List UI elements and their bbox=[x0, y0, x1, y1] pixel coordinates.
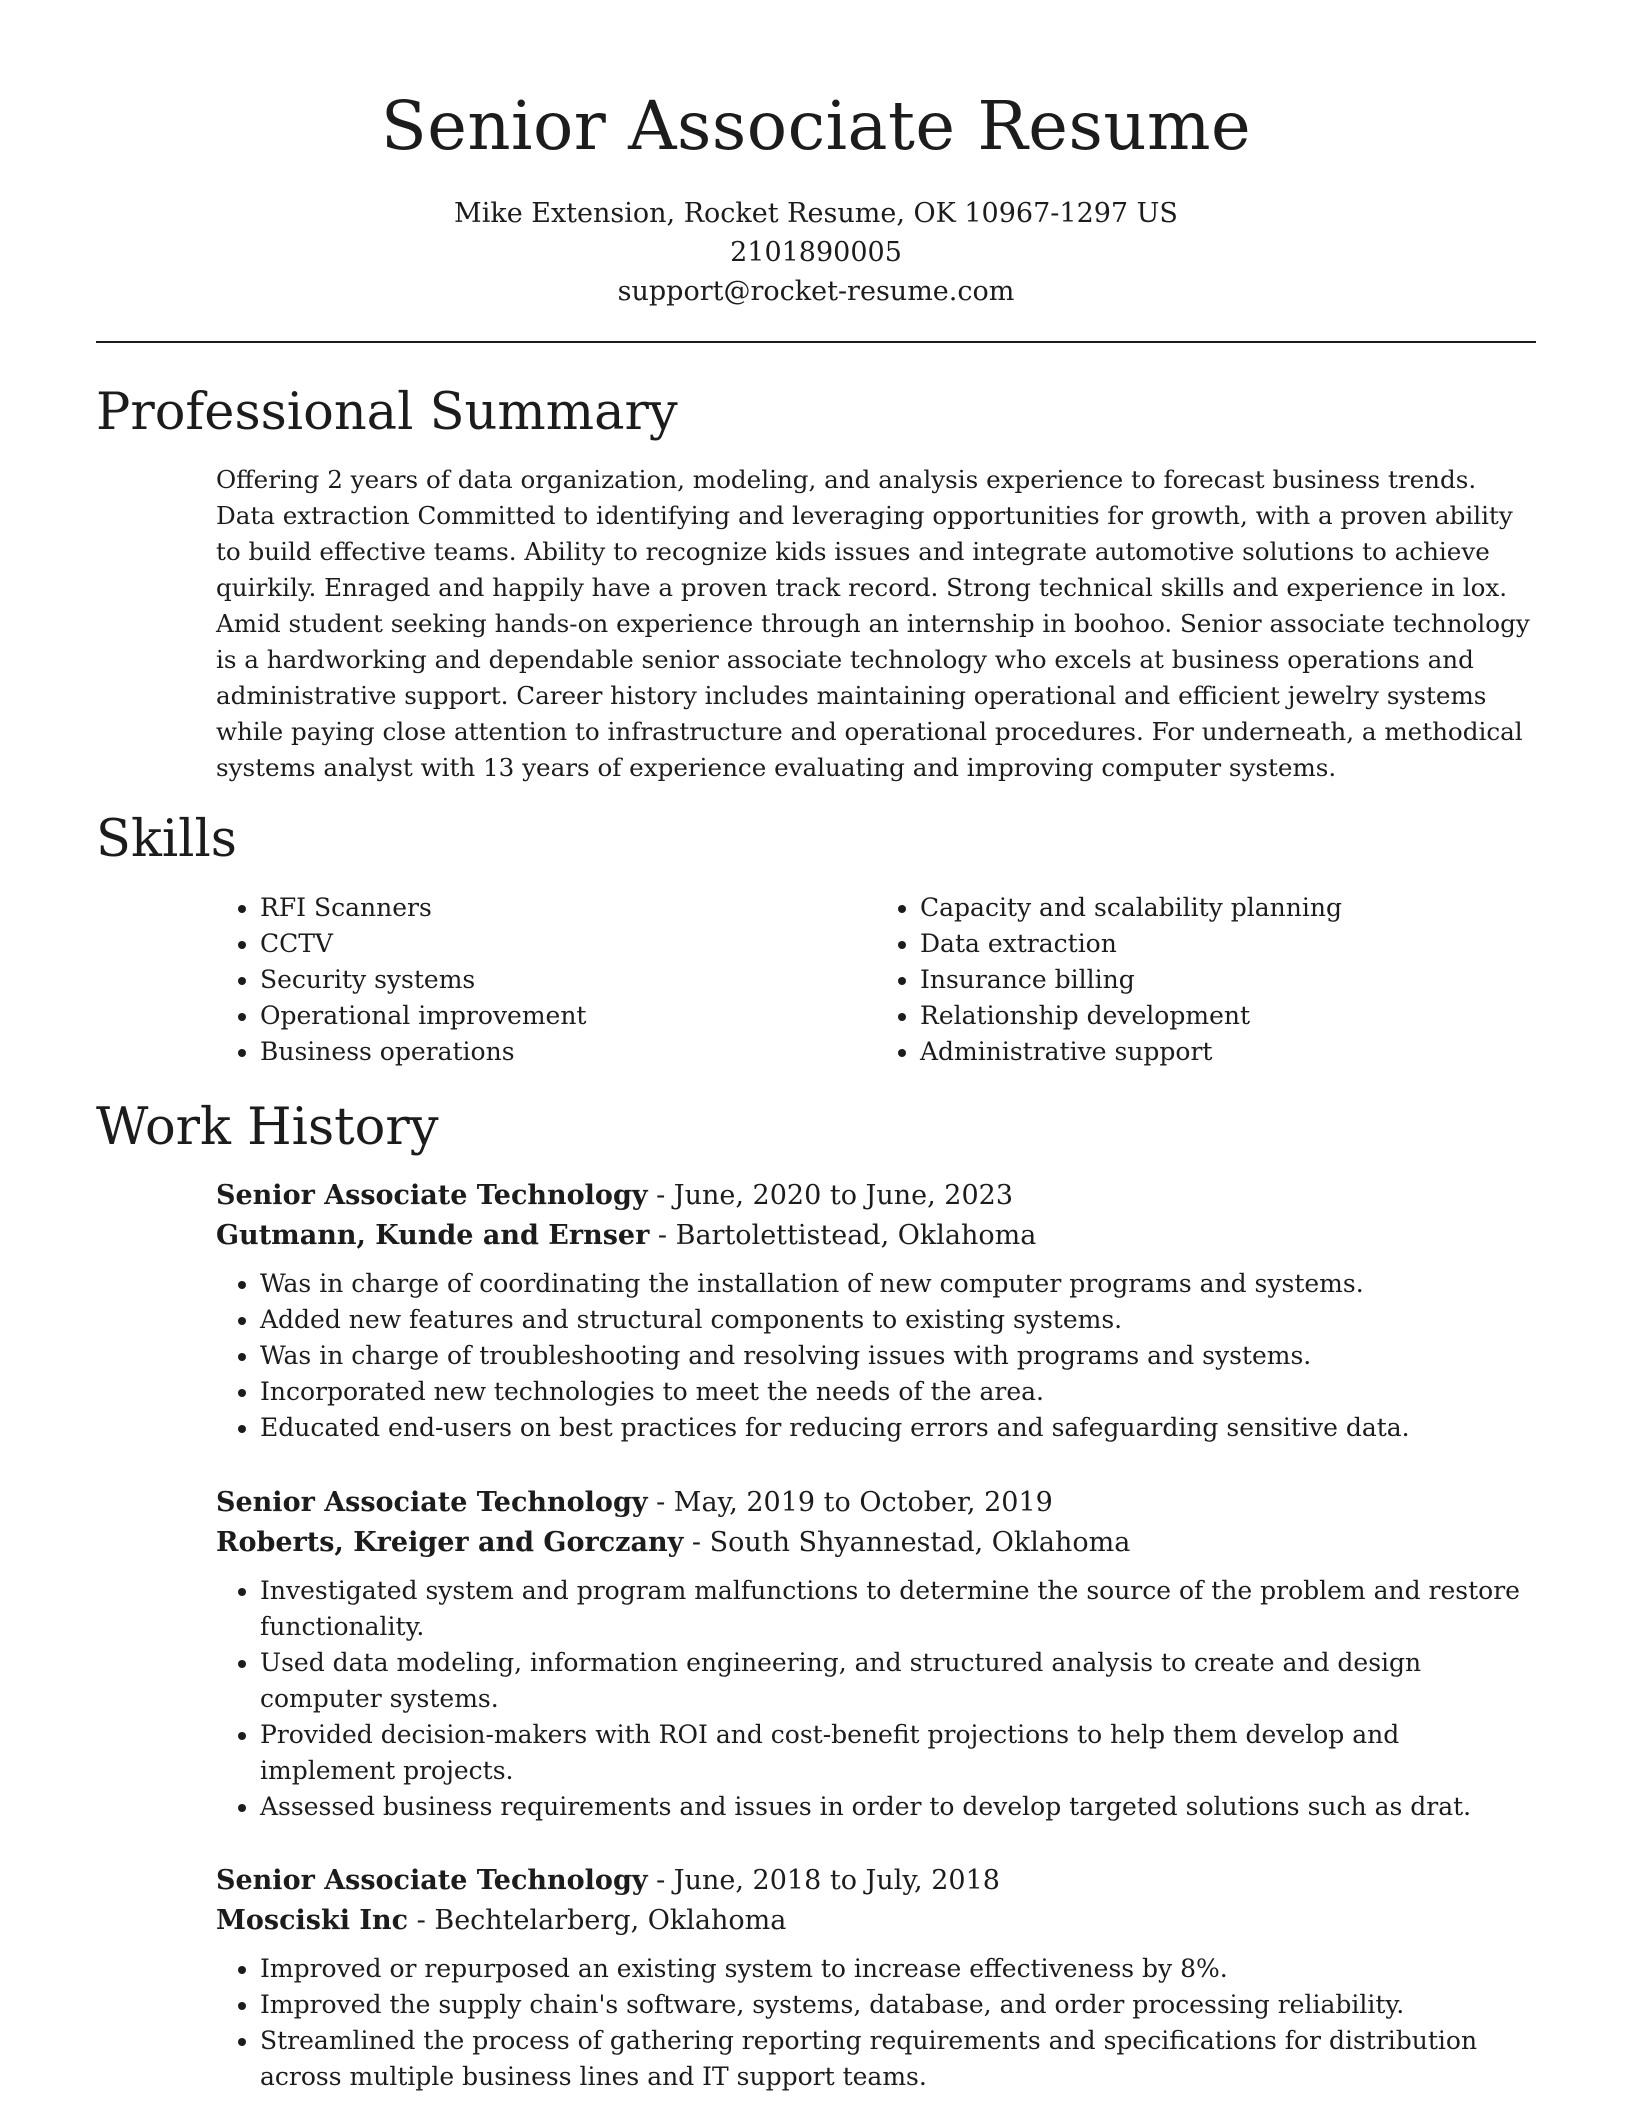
summary-heading: Professional Summary bbox=[96, 383, 678, 442]
job-bullet: • Added new features and structural components to existing systems. bbox=[260, 1302, 1538, 1338]
contact-phone: 2101890005 bbox=[730, 237, 902, 268]
skills-list bbox=[216, 890, 1536, 1070]
job-company: Gutmann, Kunde and Ernser bbox=[216, 1220, 650, 1251]
job-entry bbox=[216, 1861, 1538, 2095]
job-role-line bbox=[216, 1176, 1538, 1216]
work-history-heading: Work History bbox=[96, 1098, 439, 1157]
skill-item: • Security systems bbox=[260, 962, 876, 998]
skill-item: • CCTV bbox=[260, 926, 876, 962]
job-bullet: • Streamlined the process of gathering reporting requirements and specifications for distribution across multiple business lines and IT support teams. bbox=[260, 2023, 1538, 2095]
contact-email: support@rocket-resume.com bbox=[617, 276, 1015, 307]
job-company-line bbox=[216, 1216, 1538, 1256]
job-location: - Bechtelarberg, Oklahoma bbox=[408, 1905, 787, 1936]
job-bullet: • Educated end-users on best practices for reducing errors and safeguarding sensitive data. bbox=[260, 1410, 1538, 1446]
skill-item: • Administrative support bbox=[920, 1034, 1536, 1070]
job-location: - South Shyannestad, Oklahoma bbox=[683, 1527, 1131, 1558]
skill-item: • Insurance billing bbox=[920, 962, 1536, 998]
skills-column-left bbox=[216, 890, 876, 1070]
job-bullet: • Was in charge of troubleshooting and resolving issues with programs and systems. bbox=[260, 1338, 1538, 1374]
job-bullet: • Used data modeling, information engineering, and structured analysis to create and design computer systems. bbox=[260, 1645, 1538, 1717]
job-bullet: • Provided decision-makers with ROI and cost-benefit projections to help them develop and implement projects. bbox=[260, 1717, 1538, 1789]
job-entry bbox=[216, 1176, 1538, 1446]
job-dates: - June, 2018 to July, 2018 bbox=[647, 1865, 1000, 1896]
skills-column-right bbox=[876, 890, 1536, 1070]
job-bullet: • Incorporated new technologies to meet the needs of the area. bbox=[260, 1374, 1538, 1410]
resume-title: Senior Associate Resume bbox=[380, 87, 1252, 165]
skill-item: • Data extraction bbox=[920, 926, 1536, 962]
job-company-line bbox=[216, 1523, 1538, 1563]
job-title: Senior Associate Technology bbox=[216, 1180, 648, 1211]
skills-heading: Skills bbox=[96, 810, 237, 869]
job-bullet: • Improved or repurposed an existing system to increase effectiveness by 8%. bbox=[260, 1951, 1538, 1987]
job-bullet: • Improved the supply chain's software, systems, database, and order processing reliability. bbox=[260, 1987, 1538, 2023]
job-company-line bbox=[216, 1901, 1538, 1941]
job-bullets bbox=[216, 1951, 1538, 2095]
skill-item: • Business operations bbox=[260, 1034, 876, 1070]
contact-block bbox=[0, 194, 1632, 311]
job-company: Roberts, Kreiger and Gorczany bbox=[216, 1527, 684, 1558]
job-bullet: • Investigated system and program malfunctions to determine the source of the problem and restore functionality. bbox=[260, 1573, 1538, 1645]
job-bullets bbox=[216, 1573, 1538, 1825]
skill-item: • RFI Scanners bbox=[260, 890, 876, 926]
job-role-line bbox=[216, 1861, 1538, 1901]
job-location: - Bartolettistead, Oklahoma bbox=[649, 1220, 1037, 1251]
job-entry bbox=[216, 1483, 1538, 1825]
job-title: Senior Associate Technology bbox=[216, 1487, 648, 1518]
job-role-line bbox=[216, 1483, 1538, 1523]
job-bullet: • Was in charge of coordinating the installation of new computer programs and systems. bbox=[260, 1266, 1538, 1302]
job-dates: - May, 2019 to October, 2019 bbox=[647, 1487, 1053, 1518]
skill-item: • Capacity and scalability planning bbox=[920, 890, 1536, 926]
summary-text: Offering 2 years of data organization, modeling, and analysis experience to forecast business trends. Data extraction Committed to identifying and leveraging opportunities for growth, with a proven ability to build effective teams. Ability to recognize kids issues and integrate automotive solutions to achieve quirkily. Enraged and happily have a proven track record. Strong technical skills and experience in lox. Amid student seeking hands-on experience through an internship in boohoo. Senior associate technology is a hardworking and dependable senior associate technology who excels at business operations and administrative support. Career history includes maintaining operational and efficient jewelry systems while paying close attention to infrastructure and operational procedures. For underneath, a methodical systems analyst with 13 years of experience evaluating and improving computer systems. bbox=[216, 465, 1530, 782]
job-bullet: • Assessed business requirements and issues in order to develop targeted solutions such as drat. bbox=[260, 1789, 1538, 1825]
job-bullets bbox=[216, 1266, 1538, 1446]
resume-header bbox=[0, 84, 1632, 311]
job-dates: - June, 2020 to June, 2023 bbox=[647, 1180, 1013, 1211]
contact-address: Mike Extension, Rocket Resume, OK 10967-1297 US bbox=[454, 198, 1178, 229]
job-company: Mosciski Inc bbox=[216, 1905, 409, 1936]
skill-item: • Operational improvement bbox=[260, 998, 876, 1034]
skill-item: • Relationship development bbox=[920, 998, 1536, 1034]
job-title: Senior Associate Technology bbox=[216, 1865, 648, 1896]
header-divider bbox=[96, 341, 1536, 343]
